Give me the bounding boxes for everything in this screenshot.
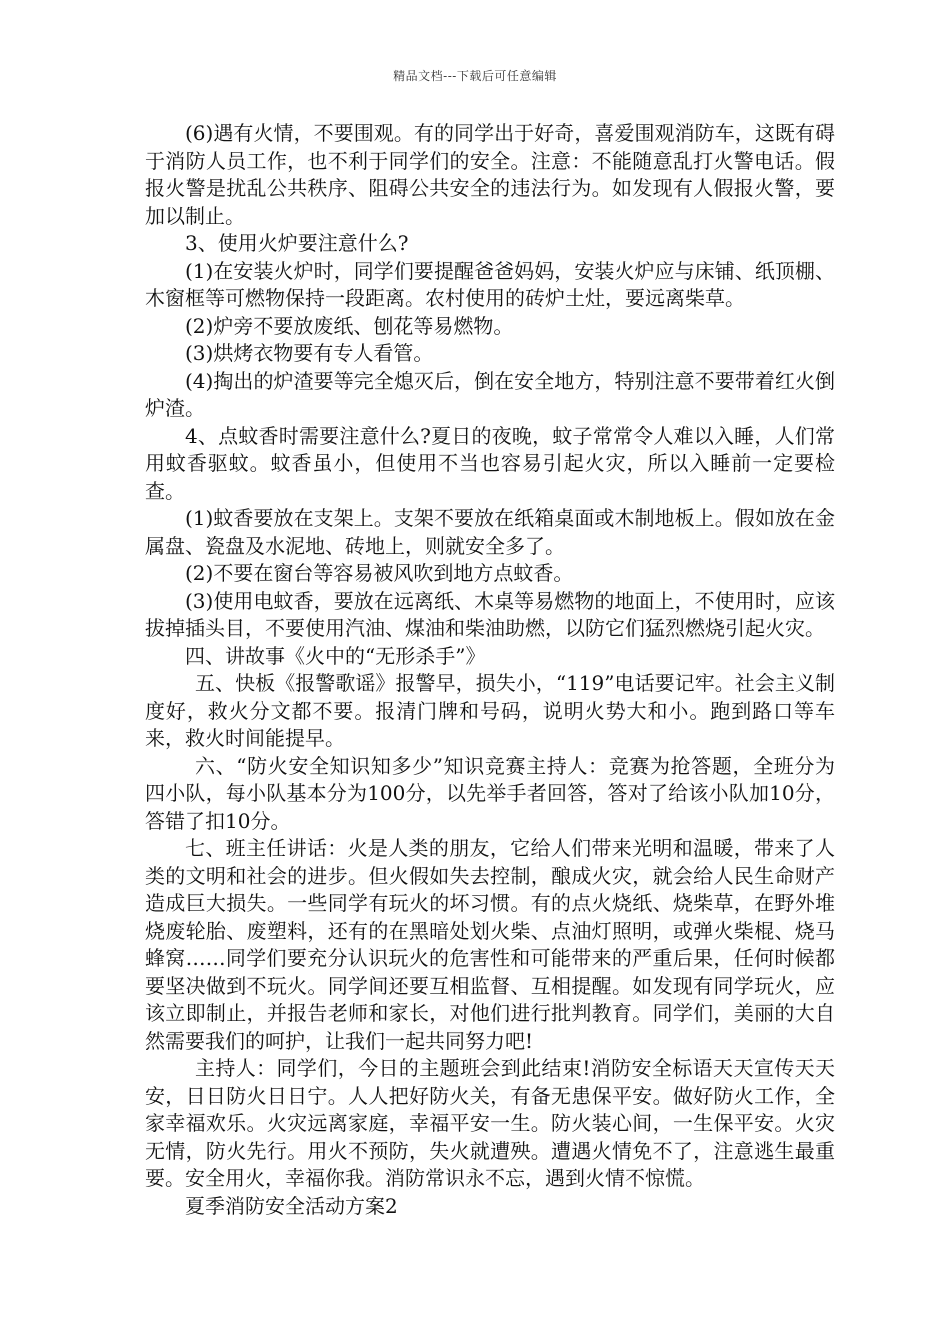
paragraph: (6)遇有火情，不要围观。有的同学出于好奇，喜爱围观消防车，这既有碍于消防人员工作，也不利于同学们的安全。注意：不能随意乱打火警电话。假报火警是扰乱公共秩序、阻碍公共安全的违法行为。如发现有人假报火警，要加以制止。	[145, 121, 835, 228]
paragraph: (4)掏出的炉渣要等完全熄灭后，倒在安全地方，特别注意不要带着红火倒炉渣。	[145, 368, 835, 420]
paragraph: 主持人：同学们，今日的主题班会到此结束!消防安全标语天天宣传天天安，日日防火日日宁。人人把好防火关，有备无患保平安。做好防火工作，全家幸福欢乐。火灾远离家庭，幸福平安一生。防火装心间，一生保平安。火灾无情，防火先行。用火不预防，失火就遭殃。遭遇火情免不了，注意逃生最重要。安全用火，幸福你我。消防常识永不忘，遇到火情不惊慌。	[145, 1056, 835, 1190]
document-body	[145, 120, 835, 1220]
paragraph: 七、班主任讲话：火是人类的朋友，它给人们带来光明和温暖，带来了人类的文明和社会的进步。但火假如失去控制，酿成火灾，就会给人民生命财产造成巨大损失。一些同学有玩火的坏习惯。有的点火烧纸、烧柴草，在野外堆烧废轮胎、废塑料，还有的在黑暗处划火柴、点油灯照明，或弹火柴棍、烧马蜂窝……同学们要充分认识玩火的危害性和可能带来的严重后果，任何时候都要坚决做到不玩火。同学间还要互相监督、互相提醒。如发现有同学玩火，应该立即制止，并报告老师和家长，对他们进行批判教育。同学们，美丽的大自然需要我们的呵护，让我们一起共同努力吧!	[145, 836, 835, 1053]
paragraph: 4、点蚊香时需要注意什么?夏日的夜晚，蚊子常常令人难以入睡，人们常用蚊香驱蚊。蚊香虽小，但使用不当也容易引起火灾，所以入睡前一定要检查。	[145, 423, 835, 503]
document-subtitle: 夏季消防安全活动方案2	[185, 1193, 398, 1218]
paragraph: (1)蚊香要放在支架上。支架不要放在纸箱桌面或木制地板上。假如放在金属盘、瓷盘及水泥地、砖地上，则就安全多了。	[145, 506, 835, 558]
paragraph: 六、“防火安全知识知多少”知识竞赛主持人：竞赛为抢答题，全班分为四小队，每小队基本分为100分，以先举手者回答，答对了给该小队加10分，答错了扣10分。	[145, 753, 835, 833]
paragraph: 五、快板《报警歌谣》报警早，损失小，“119”电话要记牢。社会主义制度好，救火分文都不要。报清门牌和号码，说明火势大和小。跑到路口等车来，救火时间能提早。	[145, 671, 835, 750]
page-header: 精品文档---下载后可任意编辑	[393, 69, 557, 83]
paragraph: (2)炉旁不要放废纸、刨花等易燃物。	[185, 313, 514, 338]
paragraph: (3)使用电蚊香，要放在远离纸、木桌等易燃物的地面上，不使用时，应该拔掉插头目，不要使用汽油、煤油和柴油助燃，以防它们猛烈燃烧引起火灾。	[145, 588, 835, 640]
section-heading: 3、使用火炉要注意什么?	[185, 231, 409, 255]
paragraph: (2)不要在窗台等容易被风吹到地方点蚊香。	[185, 561, 574, 585]
paragraph: (3)烘烤衣物要有专人看管。	[185, 341, 434, 365]
section-heading: 四、讲故事《火中的“无形杀手”》	[185, 643, 486, 668]
paragraph: (1)在安装火炉时，同学们要提醒爸爸妈妈，安装火炉应与床铺、纸顶棚、木窗框等可燃物保持一段距离。农村使用的砖炉土灶，要远离柴草。	[145, 258, 835, 310]
